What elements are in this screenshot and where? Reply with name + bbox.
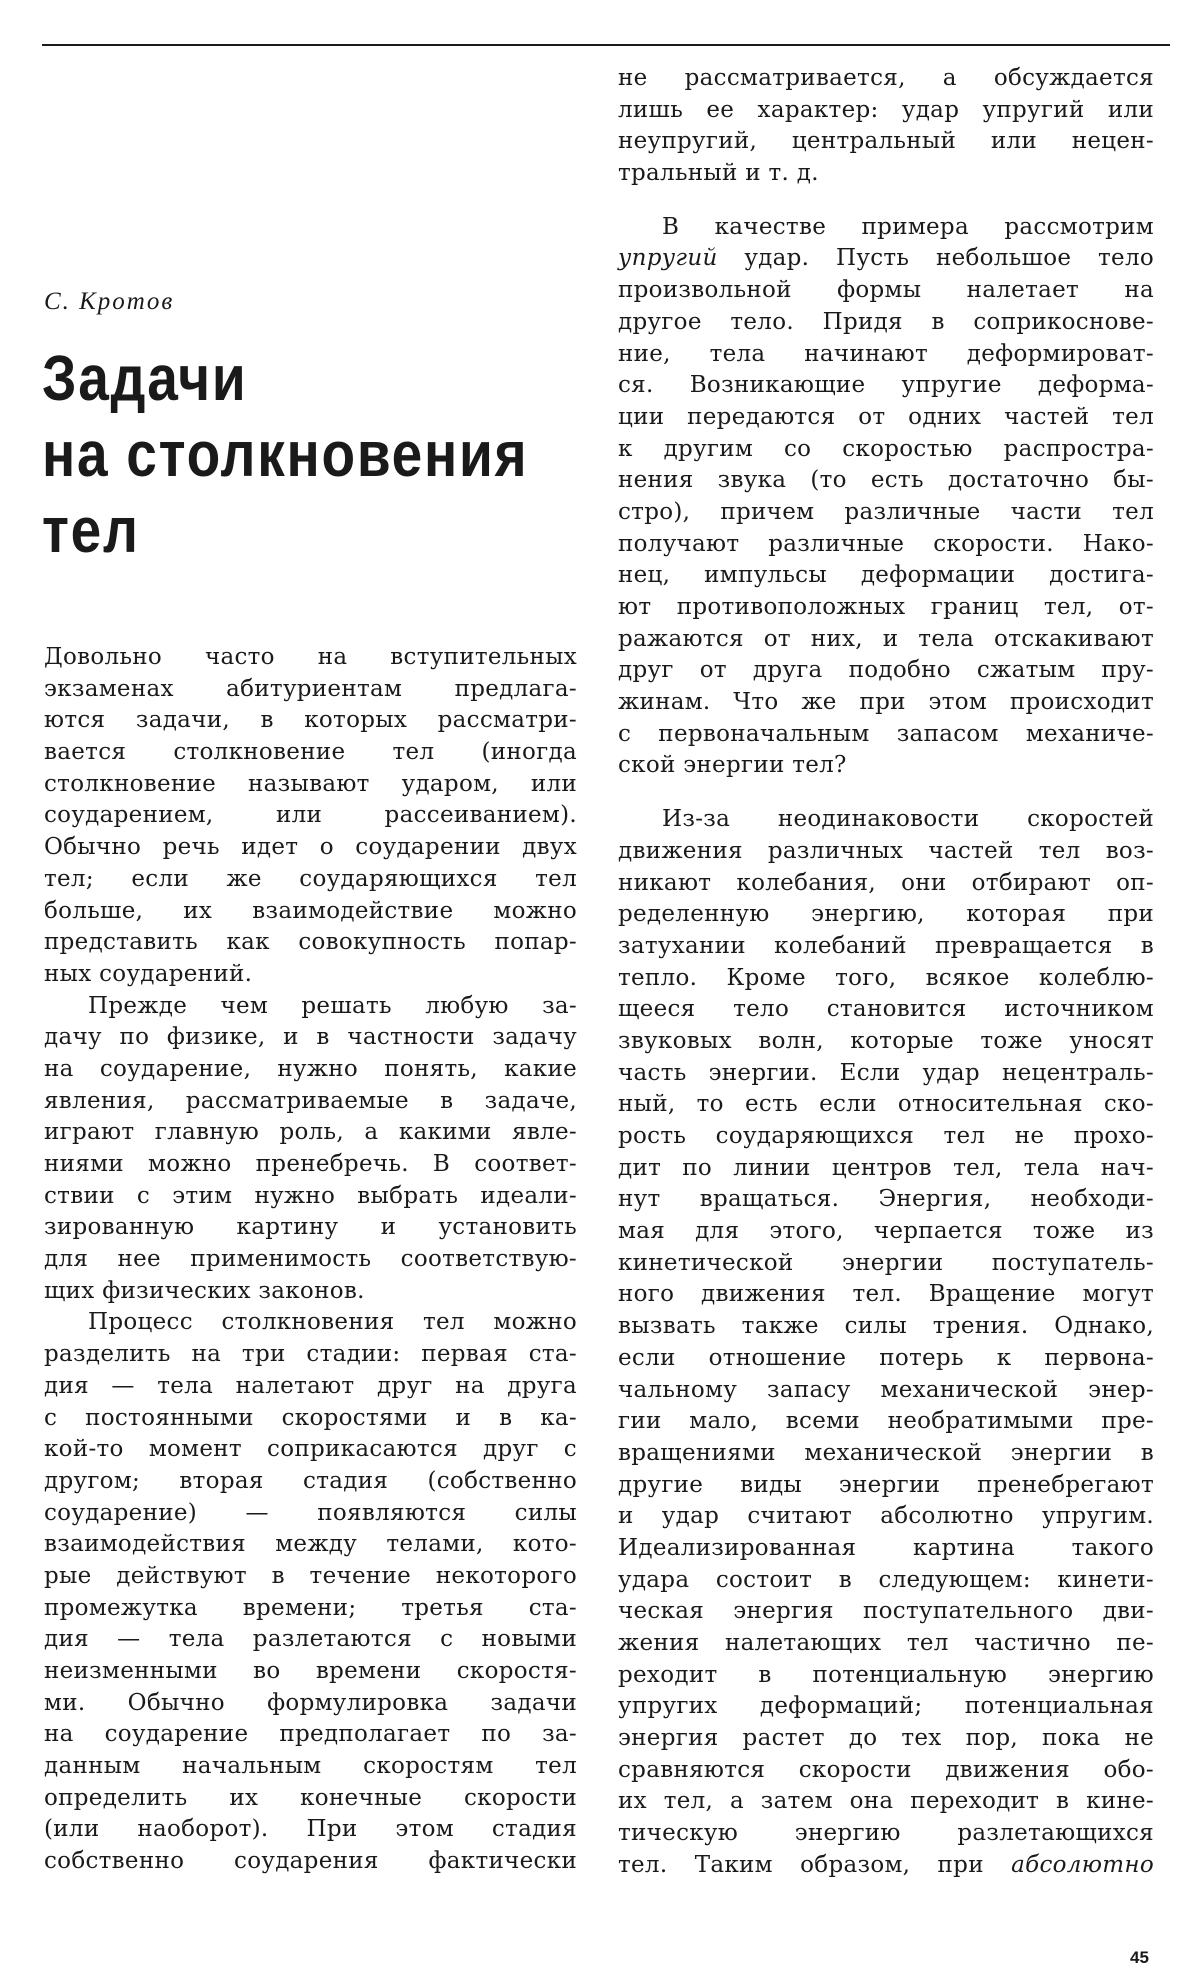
emphasis: абсолютно	[1011, 1851, 1154, 1878]
text-line: тепло. Кроме того, всякое колеблю-	[618, 964, 1154, 991]
text-line	[618, 243, 1154, 275]
title-line-2: на столкновения	[42, 418, 529, 490]
text-line: ниями можно пренебречь. В соответ-	[44, 1151, 577, 1177]
text-line: ние, тела начинают деформироват-	[618, 340, 1154, 367]
emphasis: упругий	[618, 245, 718, 272]
text-line: гии мало, всеми необратимыми пре-	[618, 1408, 1154, 1435]
author-name: С. Кротов	[44, 288, 175, 315]
text-line: нут вращаться. Энергия, необходи-	[618, 1186, 1154, 1213]
text-line: кой-то момент соприкасаются друг с	[44, 1436, 577, 1463]
text-line: соударение) — появляются силы	[44, 1499, 577, 1526]
text-line: нец, импульсы деформации достига-	[618, 562, 1154, 589]
text-line: стро), причем различные части тел	[618, 498, 1154, 525]
text-line: рые действуют в течение некоторого	[44, 1562, 577, 1589]
text-line: для нее применимость соответствую-	[44, 1246, 577, 1273]
text-span: тел. Таким образом, при	[618, 1851, 1012, 1878]
paragraph	[618, 804, 1154, 1881]
text-line: ный, то есть если относительная ско-	[618, 1091, 1154, 1118]
text-line: представить как совокупность попар-	[44, 929, 577, 956]
text-line: рость соударяющихся тел не прохо-	[618, 1123, 1154, 1149]
text-line: если отношение потерь к первона-	[618, 1344, 1154, 1371]
text-line: на соударение, нужно понять, какие	[44, 1055, 577, 1082]
text-line: дия — тела разлетаются с новыми	[44, 1626, 577, 1653]
text-line: вается столкновение тел (иногда	[44, 739, 577, 766]
text-line: вызвать также силы трения. Однако,	[618, 1313, 1154, 1340]
text-line: ми. Обычно формулировка задачи	[44, 1689, 577, 1716]
text-line: разделить на три стадии: первая ста-	[44, 1341, 577, 1368]
right-column	[618, 63, 1154, 1882]
text-line: Обычно речь идет о соударении двух	[44, 834, 577, 861]
paragraph	[44, 642, 577, 991]
text-line: друг от друга подобно сжатым пру-	[618, 657, 1154, 684]
text-line: Прежде чем решать любую за-	[88, 992, 577, 1019]
text-line: другие виды энергии пренебрегают	[618, 1471, 1154, 1498]
text-line: явления, рассматриваемые в задаче,	[44, 1087, 577, 1114]
text-line: щееся тело становится источником	[618, 996, 1154, 1023]
text-line: упругих деформаций; потенциальная	[618, 1693, 1154, 1720]
text-line: данным начальным скоростям тел	[44, 1753, 577, 1780]
text-line: соударением, или рассеиванием).	[44, 802, 577, 829]
text-line: ражаются от них, и тела отскакивают	[618, 625, 1154, 652]
text-line: промежутка времени; третья ста-	[44, 1594, 577, 1621]
text-line: никают колебания, они отбирают оп-	[618, 869, 1154, 896]
text-line: щих физических законов.	[44, 1277, 365, 1304]
paragraph-body	[618, 275, 1154, 782]
text-line: их тел, а затем она переходит в кине-	[618, 1788, 1154, 1815]
text-line: взаимодействия между телами, кото-	[44, 1531, 577, 1558]
text-line: дия — тела налетают друг на друга	[44, 1372, 577, 1399]
text-line: (или наоборот). При этом стадия	[44, 1816, 577, 1843]
text-line: жинам. Что же при этом происходит	[618, 689, 1154, 716]
paragraph	[618, 63, 1154, 190]
text-line: с постоянными скоростями и в ка-	[44, 1404, 577, 1431]
text-line: удара состоит в следующем: кинети-	[618, 1566, 1154, 1593]
text-line: часть энергии. Если удар нецентраль-	[618, 1059, 1154, 1086]
text-line: ческая энергия поступательного дви-	[618, 1598, 1154, 1625]
text-line: звуковых волн, которые тоже уносят	[618, 1027, 1154, 1054]
text-line: дачу по физике, и в частности задачу	[44, 1024, 577, 1051]
text-line: дит по линии центров тел, тела нач-	[618, 1154, 1154, 1181]
text-line: ской энергии тел?	[618, 752, 847, 779]
text-line: лишь ее характер: удар упругий или	[618, 96, 1154, 123]
text-line: ции передаются от одних частей тел	[618, 403, 1154, 430]
text-line: нения звука (то есть достаточно бы-	[618, 467, 1154, 494]
text-line: произвольной формы налетает на	[618, 277, 1154, 304]
text-line: тическую энергию разлетающихся	[618, 1820, 1154, 1847]
text-line: затухании колебаний превращается в	[618, 932, 1154, 959]
text-line: чальному запасу механической энер-	[618, 1376, 1154, 1403]
top-rule	[42, 44, 1170, 46]
text-line: энергия растет до тех пор, пока не	[618, 1725, 1154, 1752]
paragraph	[44, 1307, 577, 1877]
article-title	[42, 340, 529, 568]
title-line-3: тел	[42, 494, 140, 566]
text-line: ют противоположных границ тел, от-	[618, 594, 1154, 620]
text-line: Процесс столкновения тел можно	[88, 1309, 577, 1336]
text-line: зированную картину и установить	[44, 1214, 577, 1241]
paragraph	[44, 991, 577, 1308]
text-line: Идеализированная картина такого	[618, 1534, 1154, 1561]
text-line: кинетической энергии поступатель-	[618, 1249, 1154, 1276]
text-line: столкновение называют ударом, или	[44, 770, 577, 797]
text-line: ных соударений.	[44, 960, 253, 987]
text-line: ются задачи, в которых рассматри-	[44, 707, 577, 734]
text-line: с первоначальным запасом механиче-	[618, 720, 1154, 747]
page-number: 45	[1130, 1948, 1149, 1967]
text-line: тральный и т. д.	[618, 160, 819, 187]
text-line: жения налетающих тел частично пе-	[618, 1630, 1154, 1656]
text-line: экзаменах абитуриентам предлага-	[44, 675, 577, 702]
text-line: тел; если же соударяющихся тел	[44, 865, 577, 892]
text-line: ного движения тел. Вращение могут	[618, 1281, 1154, 1308]
text-line: Довольно часто на вступительных	[44, 644, 577, 670]
text-line: другое тело. Придя в соприкоснове-	[618, 308, 1154, 335]
text-line: не рассматривается, а обсуждается	[618, 65, 1154, 91]
text-span: удар. Пусть небольшое тело	[717, 245, 1154, 272]
paragraph	[618, 212, 1154, 782]
text-line: движения различных частей тел воз-	[618, 837, 1154, 864]
text-line: и удар считают абсолютно упругим.	[618, 1503, 1154, 1530]
text-line: вращениями механической энергии в	[618, 1439, 1154, 1466]
paragraph-gap	[618, 190, 1154, 212]
text-line: мая для этого, черпается тоже из	[618, 1218, 1154, 1245]
text-line: к другим со скоростью распростра-	[618, 435, 1154, 462]
text-line: больше, их взаимодействие можно	[44, 897, 577, 924]
text-line	[618, 1850, 1154, 1882]
text-line: ствии с этим нужно выбрать идеали-	[44, 1182, 577, 1209]
text-line: ся. Возникающие упругие деформа-	[618, 372, 1154, 399]
text-line: получают различные скорости. Нако-	[618, 530, 1154, 557]
text-line: определить их конечные скорости	[44, 1784, 577, 1811]
text-line: неизменными во времени скоростя-	[44, 1658, 577, 1684]
text-line: на соударение предполагает по за-	[44, 1721, 577, 1748]
text-line: другом; вторая стадия (собственно	[44, 1467, 577, 1494]
title-line-1: Задачи	[42, 342, 248, 414]
text-line: играют главную роль, а какими явле-	[44, 1119, 577, 1146]
text-line: реходит в потенциальную энергию	[618, 1661, 1154, 1688]
paragraph-body	[618, 804, 1154, 1850]
left-column	[44, 642, 577, 1878]
text-line: сравняются скорости движения обо-	[618, 1756, 1154, 1783]
paragraph-gap	[618, 782, 1154, 804]
text-line: В качестве примера рассмотрим	[662, 213, 1154, 240]
text-line: Из-за неодинаковости скоростей	[662, 806, 1154, 833]
text-line: ределенную энергию, которая при	[618, 901, 1154, 928]
text-line: неупругий, центральный или нецен-	[618, 128, 1154, 155]
text-line: собственно соударения фактически	[44, 1848, 577, 1875]
